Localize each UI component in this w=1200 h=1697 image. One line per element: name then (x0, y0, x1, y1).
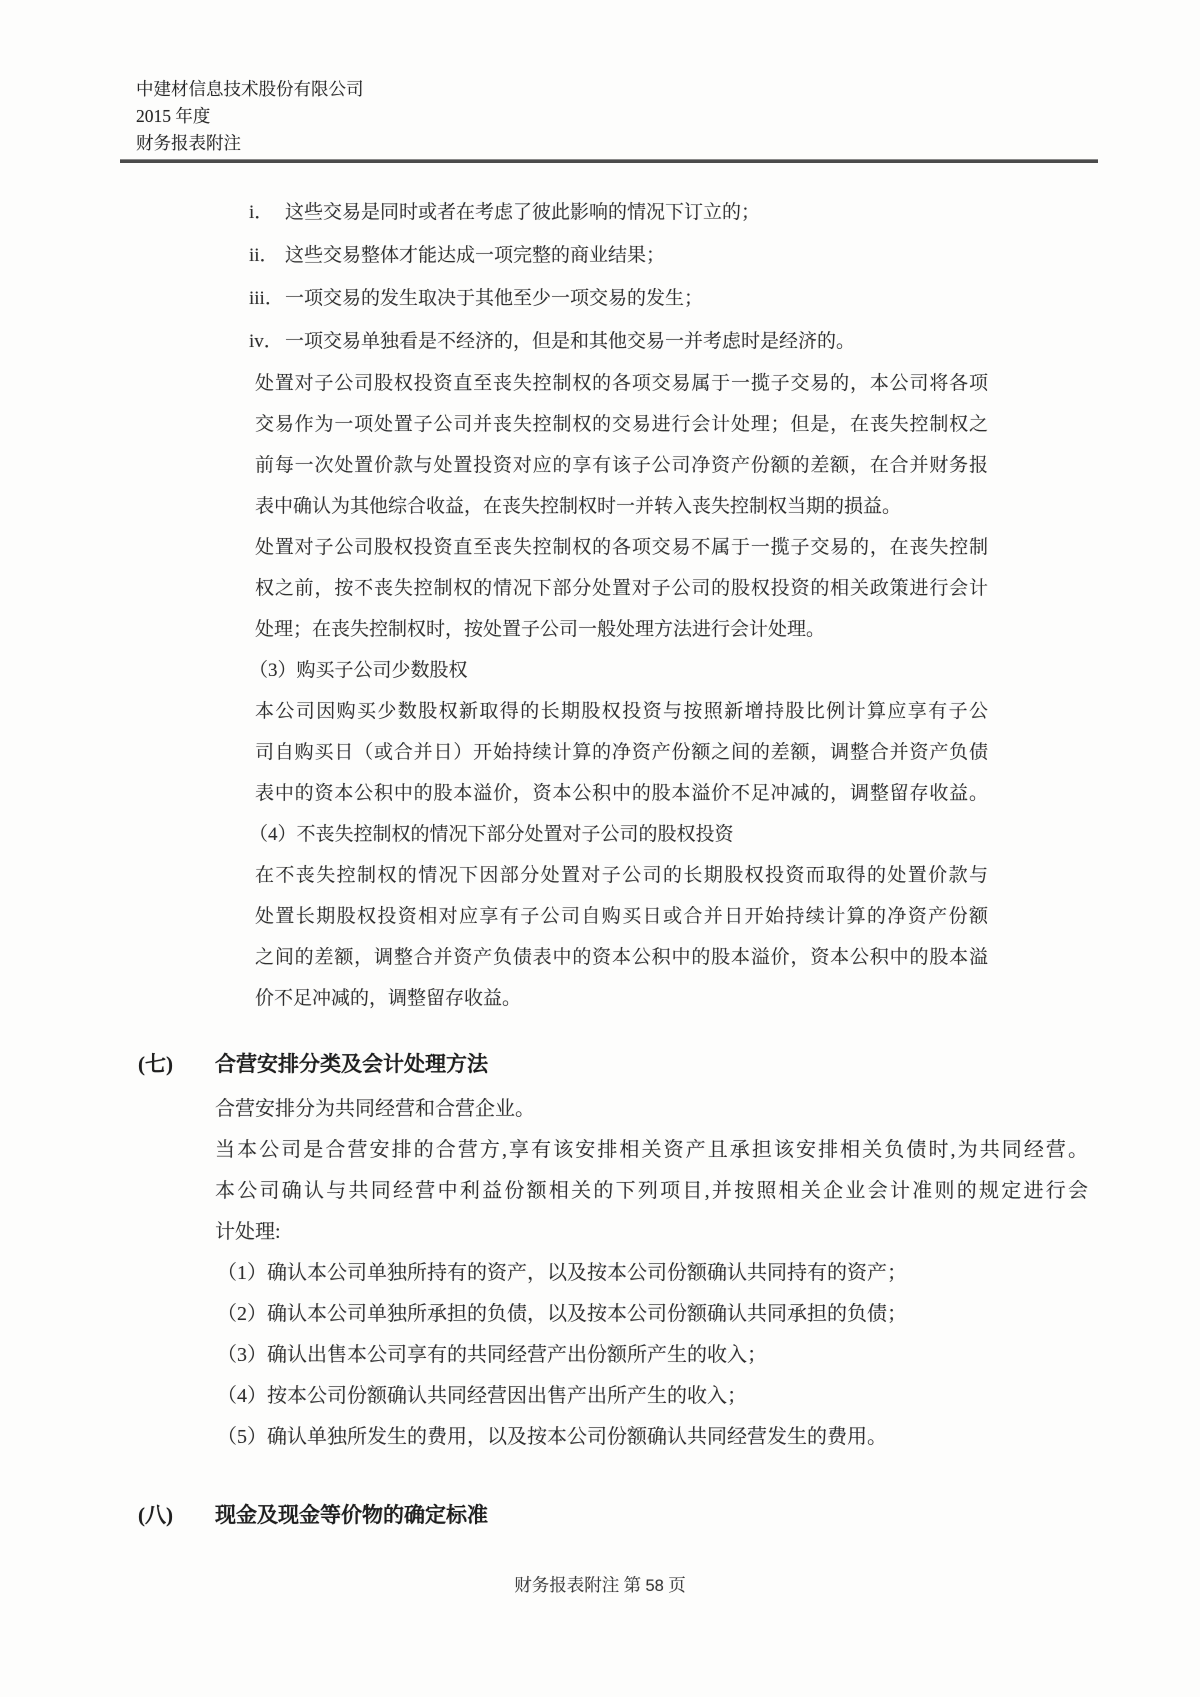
page-header (136, 76, 364, 157)
numbered-item: （4）按本公司份额确认共同经营因出售产出所产生的收入； (217, 1385, 747, 1407)
paragraph-package-deal (255, 363, 988, 527)
text-line: 前每一次处置价款与处置投资对应的享有该子公司净资产份额的差额，在合并财务报 (255, 455, 988, 476)
text-line: 合营安排分为共同经营和合营企业。 (215, 1098, 535, 1120)
text-line: 价不足冲减的，调整留存收益。 (255, 988, 522, 1009)
roman-list (249, 191, 989, 363)
numbered-item: （3）确认出售本公司享有的共同经营产出份额所产生的收入； (217, 1344, 767, 1366)
text-line: 本公司确认与共同经营中利益份额相关的下列项目,并按照相关企业会计准则的规定进行会 (215, 1180, 1088, 1202)
roman-marker: iii． (249, 288, 284, 309)
sub-heading-3: （3）购买子公司少数股权 (249, 660, 468, 681)
fiscal-period: 2015 年度 (136, 106, 211, 126)
text-line: 在不丧失控制权的情况下因部分处置对子公司的长期股权投资而取得的处置价款与 (255, 865, 988, 886)
roman-text: 一项交易单独看是不经济的，但是和其他交易一并考虑时是经济的。 (285, 331, 856, 352)
company-name: 中建材信息技术股份有限公司 (136, 79, 364, 99)
doc-title: 财务报表附注 (136, 133, 241, 153)
text-line: 当本公司是合营安排的合营方,享有该安排相关资产且承担该安排相关负债时,为共同经营。 (215, 1139, 1088, 1161)
text-line: 权之前，按不丧失控制权的情况下部分处置对子公司的股权投资的相关政策进行会计 (255, 578, 988, 599)
roman-item (249, 277, 989, 320)
footer-page-suffix: 页 (668, 1575, 686, 1595)
footer-label: 财务报表附注 (514, 1575, 620, 1595)
page-footer (0, 1572, 1200, 1599)
text-line: 之间的差额，调整合并资产负债表中的资本公积中的股本溢价，资本公积中的股本溢 (255, 947, 988, 968)
text-line: 计处理: (215, 1221, 281, 1243)
section-seven-heading (138, 1049, 1200, 1079)
document-body (0, 167, 1200, 1530)
section-title: 合营安排分类及会计处理方法 (215, 1052, 488, 1076)
header-rule (120, 159, 1098, 163)
footer-page-number: 58 (645, 1577, 664, 1595)
numbered-list (217, 1253, 1097, 1458)
section-title: 现金及现金等价物的确定标准 (215, 1503, 488, 1527)
roman-marker: ii． (249, 245, 279, 266)
roman-marker: iv． (249, 331, 283, 352)
text-line: 处理；在丧失控制权时，按处置子公司一般处理方法进行会计处理。 (255, 619, 826, 640)
section-marker: (八) (138, 1503, 173, 1527)
roman-text: 一项交易的发生取决于其他至少一项交易的发生； (285, 288, 704, 309)
text-line: 本公司因购买少数股权新取得的长期股权投资与按照新增持股比例计算应享有子公 (255, 701, 988, 722)
text-line: 表中的资本公积中的股本溢价，资本公积中的股本溢价不足冲减的，调整留存收益。 (255, 783, 988, 804)
text-line: 处置对子公司股权投资直至丧失控制权的各项交易属于一揽子交易的，本公司将各项 (255, 373, 988, 394)
roman-item (249, 320, 989, 363)
roman-text: 这些交易整体才能达成一项完整的商业结果； (285, 245, 666, 266)
numbered-item: （2）确认本公司单独所承担的负债，以及按本公司份额确认共同承担的负债； (217, 1303, 907, 1325)
section-marker: (七) (138, 1052, 173, 1076)
text-line: 交易作为一项处置子公司并丧失控制权的交易进行会计处理；但是，在丧失控制权之 (255, 414, 988, 435)
text-line: 处置长期股权投资相对应享有子公司自购买日或合并日开始持续计算的净资产份额 (255, 906, 988, 927)
roman-text: 这些交易是同时或者在考虑了彼此影响的情况下订立的； (285, 202, 761, 223)
footer-page-prefix: 第 (623, 1575, 642, 1595)
roman-item (249, 234, 989, 277)
paragraph-partial-disposal (255, 855, 988, 1019)
sub-heading-4: （4）不丧失控制权的情况下部分处置对子公司的股权投资 (249, 824, 734, 845)
numbered-item: （5）确认单独所发生的费用，以及按本公司份额确认共同经营发生的费用。 (217, 1426, 887, 1448)
text-line: 司自购买日（或合并日）开始持续计算的净资产份额之间的差额，调整合并资产负债 (255, 742, 988, 763)
section-seven-body (215, 1089, 1088, 1253)
text-line: 表中确认为其他综合收益，在丧失控制权时一并转入丧失控制权当期的损益。 (255, 496, 902, 517)
roman-item (249, 191, 989, 234)
paragraph-non-package-deal (255, 527, 988, 650)
section-eight-heading (138, 1500, 1200, 1530)
text-line: 处置对子公司股权投资直至丧失控制权的各项交易不属于一揽子交易的，在丧失控制 (255, 537, 988, 558)
roman-marker: i． (249, 202, 274, 223)
numbered-item: （1）确认本公司单独所持有的资产，以及按本公司份额确认共同持有的资产； (217, 1262, 907, 1284)
paragraph-minority-purchase (255, 691, 988, 814)
